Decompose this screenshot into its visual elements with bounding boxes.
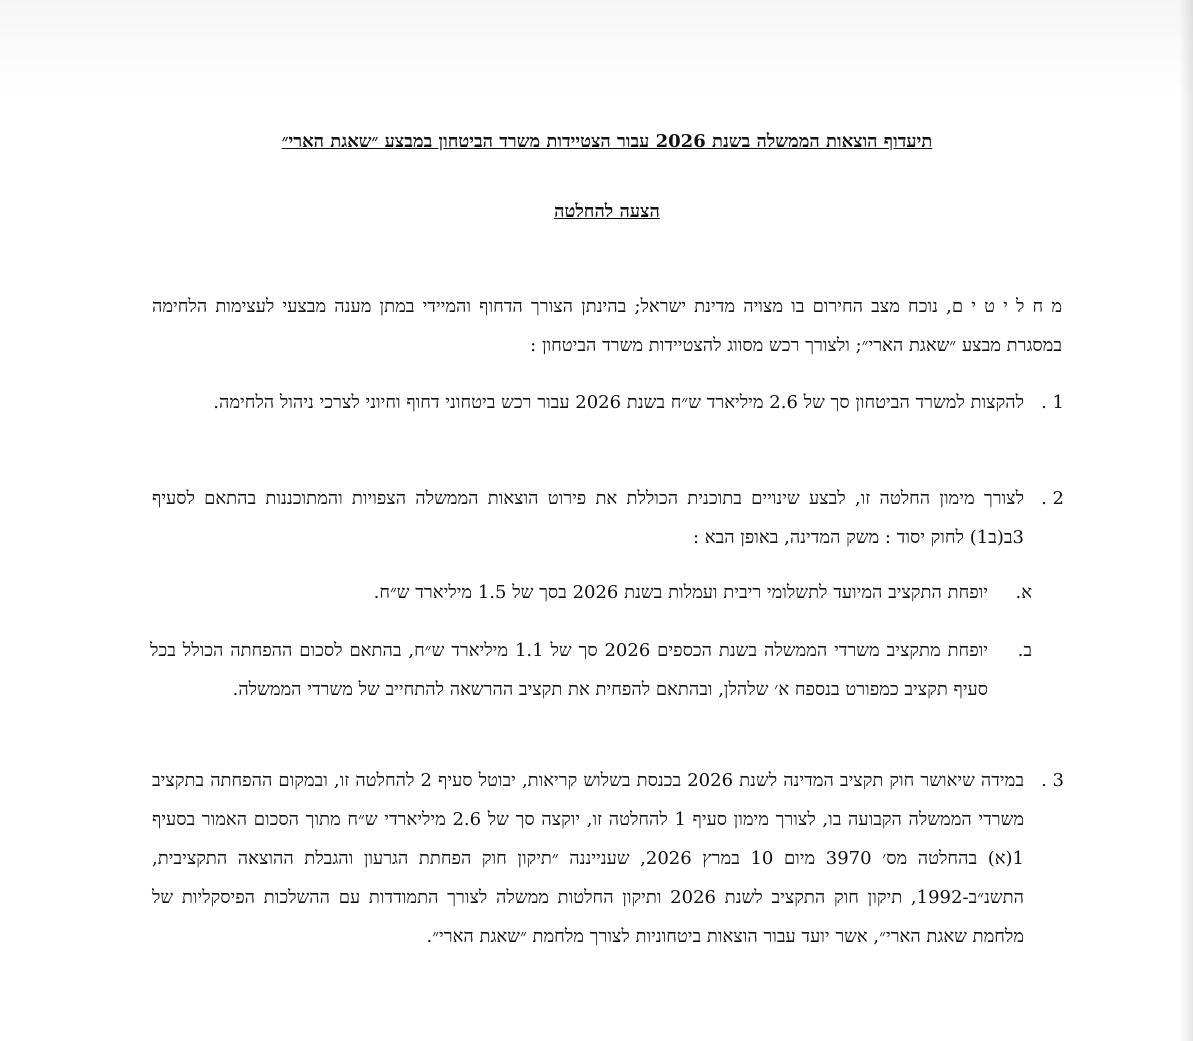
subitem-letter: א.	[1015, 582, 1032, 603]
item-text: להקצות למשרד הביטחון סך של 2.6 מיליארד ש״ח בשנת 2026 עבור רכש ביטחוני דחוף וחיוני לצרכי ניהול הלחימה.	[213, 392, 1024, 413]
item-text: במידה שיאושר חוק תקציב המדינה לשנת 2026 בכנסת בשלוש קריאות, יבוטל סעיף 2 להחלטה זו, ובמקום ההפחתה בתקציב משרדי הממשלה הקבועה בו, לצורך מימון סעיף 1 להחלטה זו, יוקצה סך של 2.6 מיליארדי ש״ח מתוך הסכום האמור בסעיף 1(א) בהחלטה מס׳ 3970 מיום 10 במרץ 2026, שענייננה ״תיקון חוק הפחתת הגרעון והגבלת ההוצאה התקציבית, התשנ״ב-1992, תיקון חוק התקציב לשנת 2026 ותיקון החלטות ממשלה לצורך התמודדות עם ההשלכות הפיסקליות של מלחמת שאגת הארי״, אשר יועד עבור הוצאות ביטחוניות לצורך מלחמת ״שאגת הארי״.	[152, 770, 1025, 947]
preamble-paragraph: מ ח ל י ט י ם, נוכח מצב החירום בו מצויה מדינת ישראל; בהינתן הצורך הדחוף והמיידי במתן מענה מבצעי לעצימות הלחימה במסגרת מבצע ״שאגת הארי״; ולצורך רכש מסווג להצטיידות משרד הביטחון :	[152, 296, 1062, 356]
item-number: 3 .	[1041, 770, 1064, 791]
document-subtitle: הצעה להחלטה	[554, 201, 660, 222]
subitem-letter: ב.	[1017, 640, 1032, 661]
document-title: תיעדוף הוצאות הממשלה בשנת 2026 עבור הצטיידות משרד הביטחון במבצע ״שאגת הארי״	[281, 131, 933, 152]
item-text: לצורך מימון החלטה זו, לבצע שינויים בתוכנית הכוללת את פירוט הוצאות הממשלה הצפויות והמתוכננות בהתאם לסעיף 3ב(ב1) לחוק יסוד : משק המדינה, באופן הבא :	[152, 488, 1024, 548]
subitem-text: יופחת התקציב המיועד לתשלומי ריבית ועמלות בשנת 2026 בסך של 1.5 מיליארד ש״ח.	[373, 582, 988, 603]
item-number: 2 .	[1041, 488, 1064, 509]
item-number: 1 .	[1041, 392, 1064, 413]
page-top-shade	[0, 0, 1193, 100]
page-edge-shade	[1179, 0, 1193, 1041]
subitem-text: יופחת מתקציב משרדי הממשלה בשנת הכספים 2026 סך של 1.1 מיליארד ש״ח, בהתאם לסכום ההפחתה הכולל בכל סעיף תקציב כמפורט בנספח א׳ שלהלן, ובהתאם להפחית את תקציב ההרשאה להתחייב של משרדי הממשלה.	[150, 640, 988, 700]
